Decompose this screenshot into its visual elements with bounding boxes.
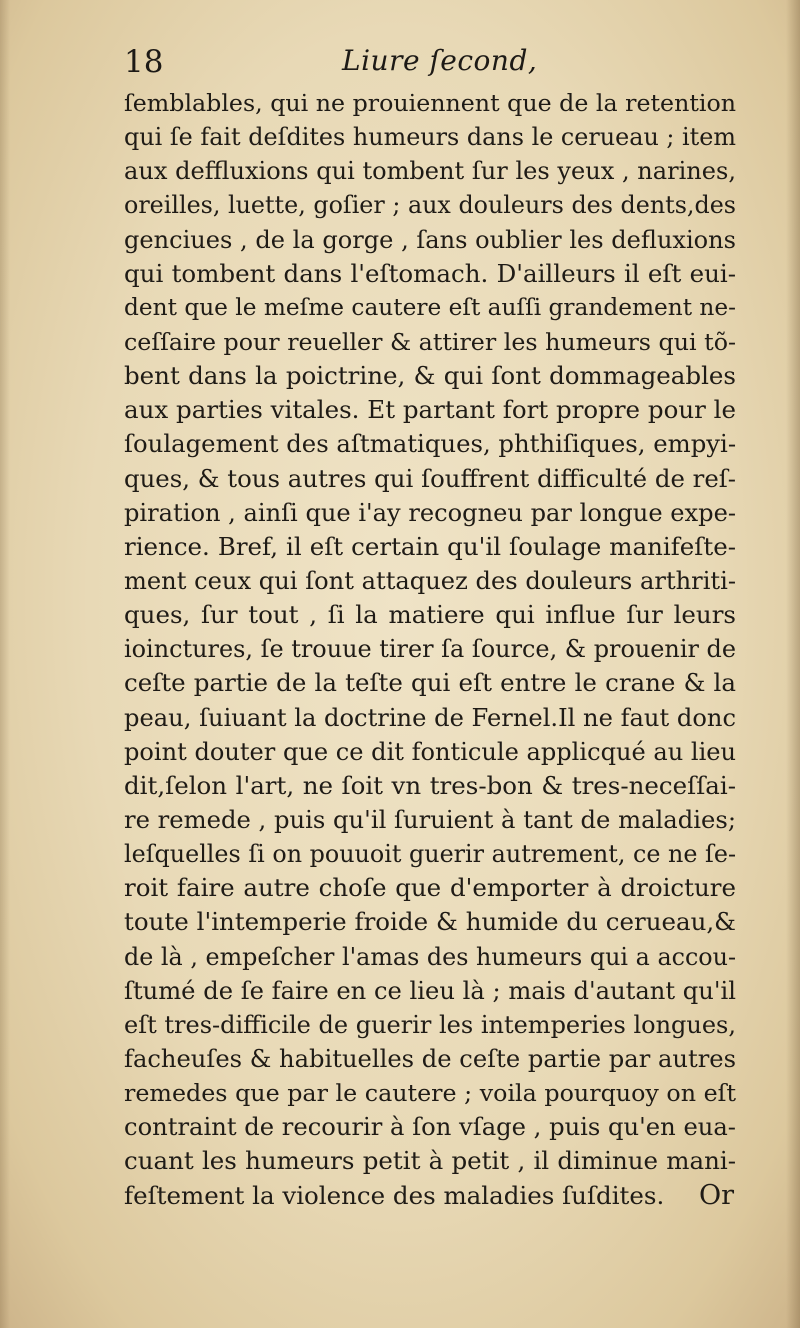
running-title: Liure ſecond, (342, 44, 538, 77)
text-line: toute l'intemperie froide & humide du cerueau,& (124, 907, 736, 937)
text-line: ſtumé de ſe faire en ce lieu là ; mais d'autant qu'il (124, 976, 736, 1005)
text-line: eſt tres-difficile de guerir les intemperies longues, (124, 1010, 736, 1039)
text-line: cuant les humeurs petit à petit , il diminue mani- (124, 1146, 736, 1176)
text-line: aux parties vitales. Et partant fort propre pour le (124, 395, 736, 425)
text-line: re remede , puis qu'il ſuruient à tant de maladies; (124, 804, 736, 834)
text-line: dit,ſelon l'art, ne ſoit vn tres-bon & tres-neceſſai- (124, 770, 736, 800)
text-line: ceſſaire pour reueller & attirer les humeurs qui tõ- (124, 327, 736, 356)
text-line: ioinctures, ſe trouue tirer ſa ſource, & prouenir de (124, 635, 736, 664)
text-line: ques, ſur tout , ſi la matiere qui influe ſur leurs (124, 600, 736, 630)
text-line: ques, & tous autres qui ſouffrent difficulté de reſ- (124, 463, 736, 493)
text-line: point douter que ce dit fonticule applicqué au lieu (124, 737, 737, 766)
text-line: feſtement la violence des maladies ſuſdites. (124, 1180, 665, 1210)
text-line: peau, ſuiuant la doctrine de Fernel.Il ne faut donc (124, 703, 736, 732)
text-line: facheuſes & habituelles de ceſte partie par autres (124, 1044, 736, 1073)
body-text (124, 86, 736, 1213)
text-line: qui tombent dans l'eſtomach. D'ailleurs il eſt eui- (124, 258, 736, 288)
text-line: de là , empeſcher l'amas des humeurs qui a accou- (124, 942, 736, 971)
text-line: ſoulagement des aſtmatiques, phthiſiques, empyi- (124, 429, 737, 459)
text-line: roit faire autre choſe que d'emporter à droicture (124, 873, 736, 903)
text-line: oreilles, luette, goſier ; aux douleurs des dents,des (124, 191, 736, 220)
text-line: rience. Bref, il eſt certain qu'il ſoulage manifeſte- (124, 531, 736, 561)
running-head (124, 40, 734, 90)
text-line: ment ceux qui ſont attaquez des douleurs arthriti- (124, 566, 736, 595)
text-line: genciues , de la gorge , ſans oublier les defluxions (124, 225, 736, 254)
text-line: remedes que par le cautere ; voila pourquoy on eſt (124, 1079, 736, 1108)
page-number: 18 (124, 44, 164, 80)
text-line: contraint de recourir à ſon vſage , puis qu'en eua- (124, 1113, 736, 1142)
text-line: ſemblables, qui ne prouiennent que de la retention (124, 89, 736, 117)
text-line: leſquelles ſi on pouuoit guerir autrement, ce ne ſe- (124, 840, 736, 869)
text-line: qui ſe fait deſdites humeurs dans le cerueau ; item (124, 123, 736, 152)
text-line: bent dans la poictrine, & qui ſont dommageables (124, 361, 736, 391)
catchword: Or (698, 1180, 734, 1211)
text-line: dent que le meſme cautere eſt auſſi grandement ne- (124, 293, 736, 321)
text-line: aux deffluxions qui tombent ſur les yeux , narines, (124, 157, 736, 186)
text-line: piration , ainſi que i'ay recogneu par longue expe- (124, 498, 736, 527)
text-line: ceſte partie de la teſte qui eſt entre le crane & la (124, 668, 736, 698)
